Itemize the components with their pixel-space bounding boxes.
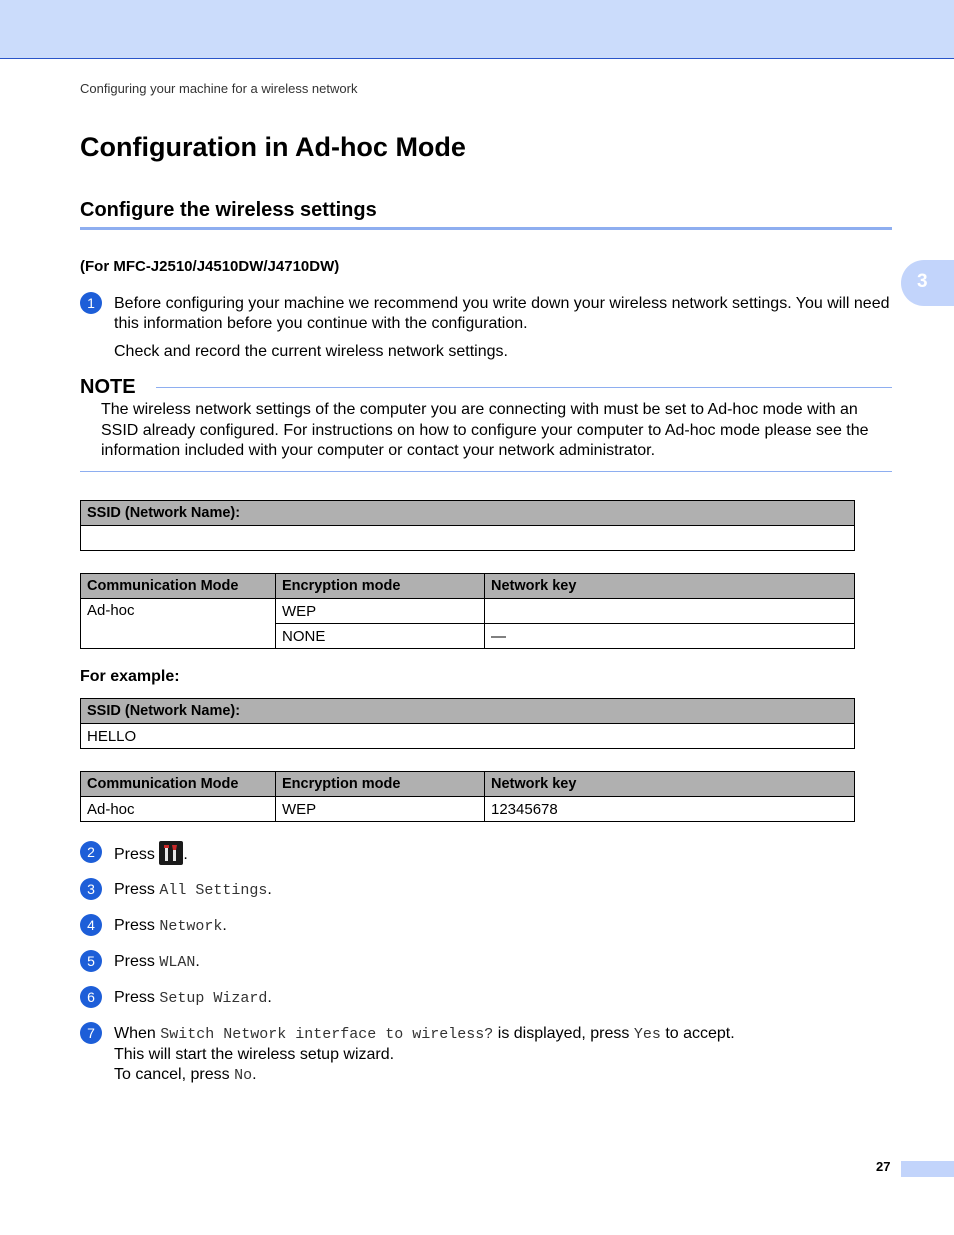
switch-prompt: Switch Network interface to wireless? bbox=[160, 1026, 494, 1043]
step-end: . bbox=[267, 989, 272, 1006]
col-header-key: Network key bbox=[485, 772, 855, 797]
encryption-cell: NONE bbox=[276, 624, 485, 649]
header-band bbox=[0, 0, 954, 59]
step-number: 3 bbox=[80, 878, 102, 900]
press-word: Press bbox=[114, 953, 155, 970]
col-header-encryption: Encryption mode bbox=[276, 574, 485, 599]
note-rule bbox=[156, 387, 892, 388]
ssid-header: SSID (Network Name): bbox=[81, 699, 855, 724]
yes-option[interactable]: Yes bbox=[633, 1026, 661, 1043]
step-text bbox=[114, 916, 894, 937]
wlan-option[interactable]: WLAN bbox=[159, 954, 196, 971]
step-text: Before configuring your machine we recommend you write down your wireless network settings. You will need this information before you continue with the configuration. bbox=[114, 295, 890, 332]
settings-tools-icon[interactable] bbox=[159, 841, 183, 865]
key-cell bbox=[485, 599, 855, 624]
chapter-tab bbox=[901, 260, 954, 306]
step-end: . bbox=[183, 846, 188, 864]
press-word: Press bbox=[114, 989, 155, 1006]
ssid-header: SSID (Network Name): bbox=[81, 501, 855, 526]
step-text bbox=[114, 880, 894, 901]
ssid-table-blank bbox=[80, 500, 855, 551]
page-tab bbox=[901, 1161, 954, 1177]
step-number: 5 bbox=[80, 950, 102, 972]
mode-cell: Ad-hoc bbox=[81, 797, 276, 822]
step-line-2: This will start the wireless setup wizard. bbox=[114, 1046, 395, 1063]
ssid-value bbox=[81, 526, 855, 551]
page-number: 27 bbox=[876, 1159, 891, 1174]
col-header-mode: Communication Mode bbox=[81, 574, 276, 599]
step-line-3: To cancel, press bbox=[114, 1066, 230, 1083]
step-text bbox=[114, 988, 894, 1009]
ssid-value: HELLO bbox=[81, 724, 855, 749]
note-title: NOTE bbox=[80, 376, 136, 398]
all-settings-option[interactable]: All Settings bbox=[159, 882, 268, 899]
press-word: Press bbox=[114, 881, 155, 898]
section-title: Configure the wireless settings bbox=[80, 199, 377, 221]
note-rule-bottom bbox=[80, 471, 892, 472]
key-cell: 12345678 bbox=[485, 797, 855, 822]
network-option[interactable]: Network bbox=[159, 918, 223, 935]
breadcrumb: Configuring your machine for a wireless network bbox=[80, 81, 358, 96]
col-header-key: Network key bbox=[485, 574, 855, 599]
mode-table-blank bbox=[80, 573, 855, 649]
check-text: Check and record the current wireless network settings. bbox=[114, 343, 508, 360]
col-header-mode: Communication Mode bbox=[81, 772, 276, 797]
page-title: Configuration in Ad-hoc Mode bbox=[80, 132, 466, 162]
step-end: . bbox=[267, 881, 272, 898]
step-number: 7 bbox=[80, 1022, 102, 1044]
model-line: (For MFC-J2510/J4510DW/J4710DW) bbox=[80, 258, 340, 275]
step-tail: to accept. bbox=[665, 1025, 735, 1042]
setup-wizard-option[interactable]: Setup Wizard bbox=[159, 990, 268, 1007]
mode-table-example bbox=[80, 771, 855, 822]
note-body: The wireless network settings of the computer you are connecting with must be set to Ad-hoc mode with an SSID already configured. For instructions on how to configure your computer to Ad-hoc mode please see the information included with your computer or contact your network administrator. bbox=[101, 401, 869, 459]
step-number: 2 bbox=[80, 841, 102, 863]
encryption-cell: WEP bbox=[276, 599, 485, 624]
step-text bbox=[114, 952, 894, 973]
step-number: 1 bbox=[80, 292, 102, 314]
section-rule bbox=[80, 227, 892, 230]
press-word: Press bbox=[114, 846, 155, 864]
chapter-number: 3 bbox=[917, 271, 928, 292]
ssid-table-example bbox=[80, 698, 855, 749]
step-end: . bbox=[195, 953, 200, 970]
example-label: For example: bbox=[80, 668, 180, 685]
press-word: Press bbox=[114, 917, 155, 934]
step-end: . bbox=[252, 1066, 257, 1083]
step-text bbox=[114, 1024, 894, 1086]
step-number: 4 bbox=[80, 914, 102, 936]
col-header-encryption: Encryption mode bbox=[276, 772, 485, 797]
mode-cell: Ad-hoc bbox=[81, 599, 276, 649]
step-number: 6 bbox=[80, 986, 102, 1008]
encryption-cell: WEP bbox=[276, 797, 485, 822]
step-text bbox=[114, 843, 894, 867]
no-option[interactable]: No bbox=[234, 1067, 253, 1084]
step-end: . bbox=[222, 917, 227, 934]
step-mid: is displayed, press bbox=[497, 1025, 630, 1042]
when-word: When bbox=[114, 1025, 156, 1042]
key-cell: — bbox=[485, 624, 855, 649]
